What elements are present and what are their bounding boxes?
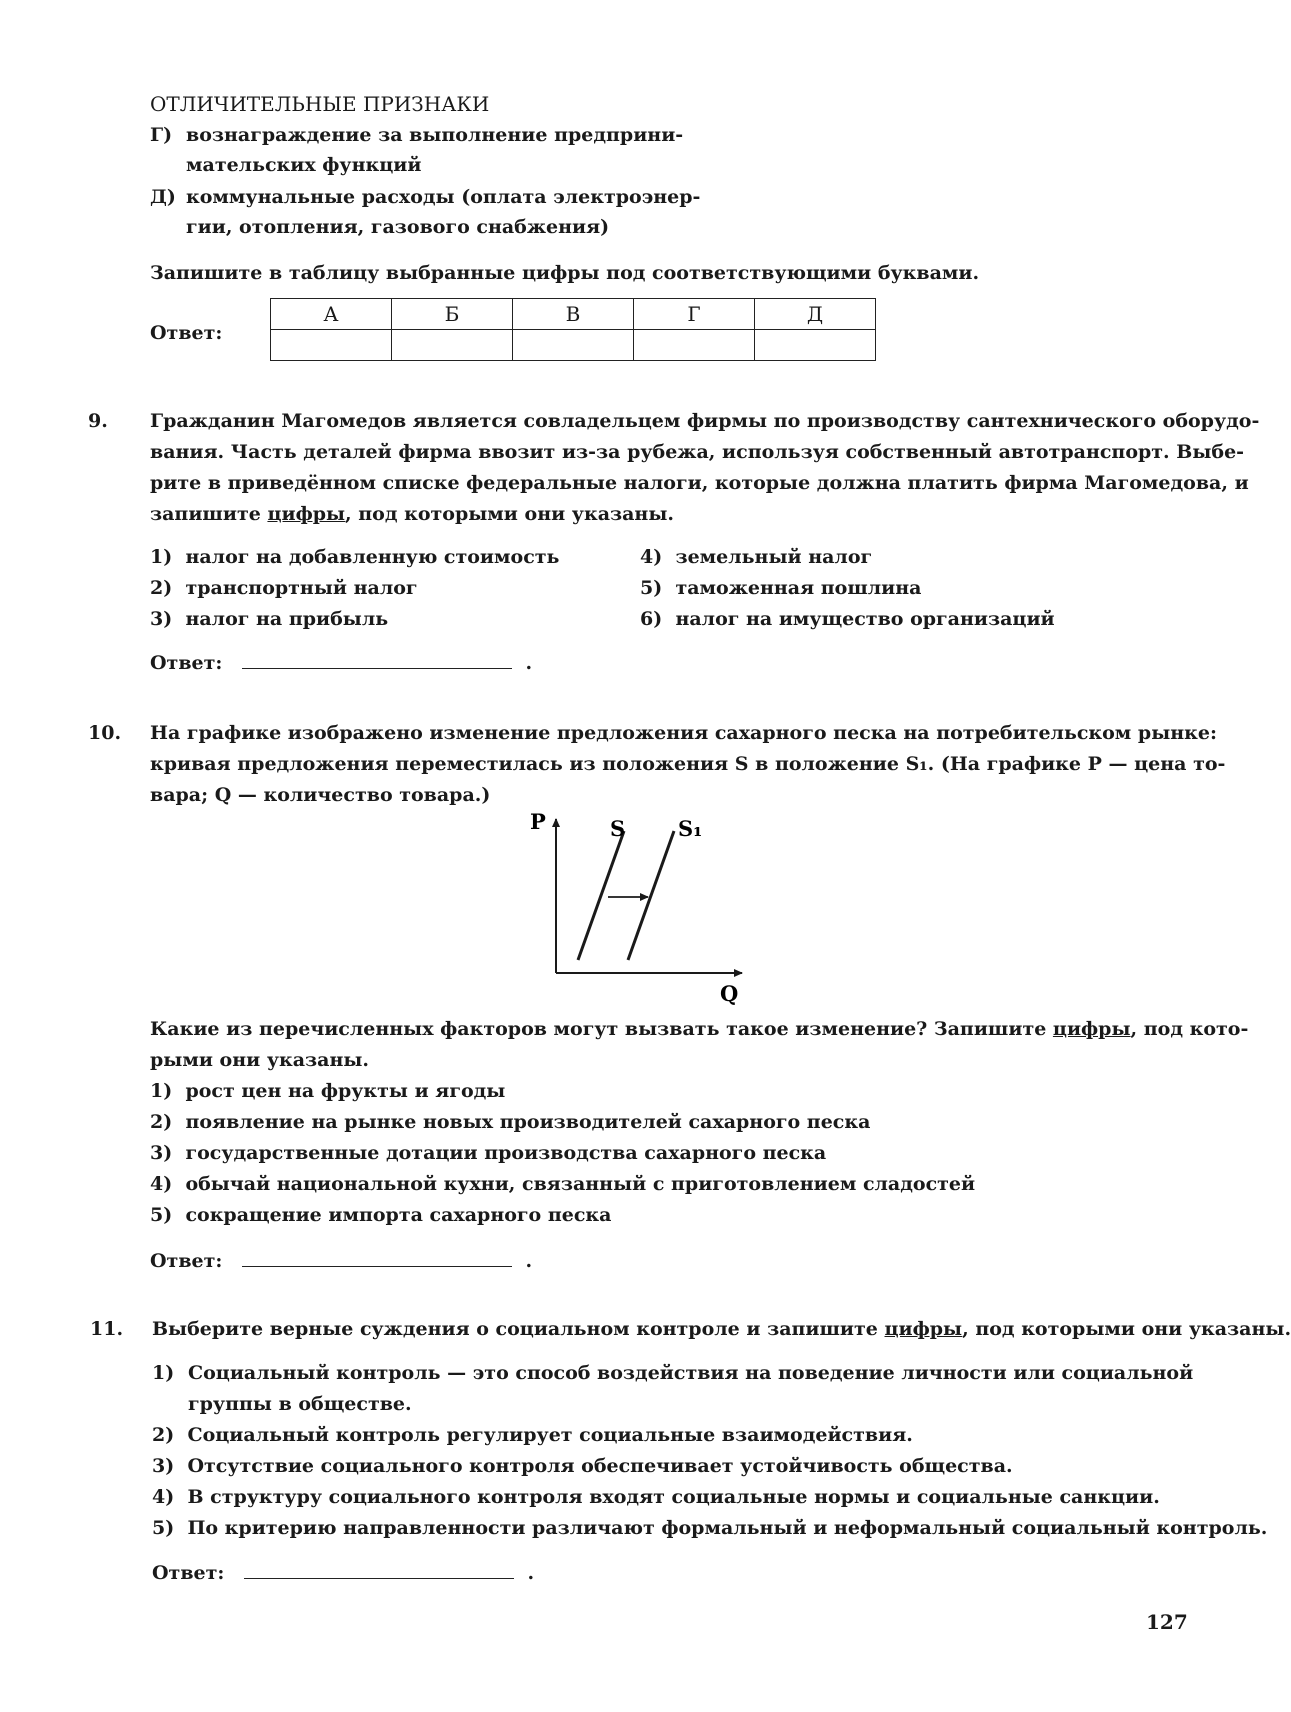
q9-option-2: 2) транспортный налог <box>150 577 418 599</box>
q10-option-1: 1) рост цен на фрукты и ягоды <box>150 1080 506 1102</box>
question-11-number: 11. <box>90 1318 124 1340</box>
feature-g-line2: мательских функций <box>186 154 422 176</box>
answer-table <box>270 298 876 361</box>
question-9-line2: вания. Часть деталей фирма ввозит из-за рубежа, используя собственный автотранспорт. Выбе- <box>150 441 1245 463</box>
y-axis-label: P <box>530 809 546 834</box>
section-title: ОТЛИЧИТЕЛЬНЫЕ ПРИЗНАКИ <box>150 92 490 116</box>
answer-line-11[interactable] <box>244 1562 514 1579</box>
answer-row-9: Ответ: . <box>150 652 533 674</box>
answer-cell-a[interactable] <box>271 330 392 361</box>
answer-cell-g[interactable] <box>634 330 755 361</box>
question-9-line4: запишите цифры, под которыми они указаны. <box>150 503 675 525</box>
question-11-prompt: Выберите верные суждения о социальном контроле и запишите цифры, под которыми они указаны. <box>152 1318 1291 1340</box>
question-9-line1: Гражданин Магомедов является совладельцем фирмы по производству сантехнического оборудо- <box>150 410 1260 432</box>
q10-option-4: 4) обычай национальной кухни, связанный с приготовлением сладостей <box>150 1173 976 1195</box>
x-axis-label: Q <box>720 981 739 1006</box>
question-10-line3: вара; Q — количество товара.) <box>150 784 491 806</box>
q9-option-3: 3) налог на прибыль <box>150 608 389 630</box>
question-10-line2: кривая предложения переместилась из положения S в положение S₁. (На графике P — цена то- <box>150 753 1226 775</box>
q10-option-5: 5) сокращение импорта сахарного песка <box>150 1204 612 1226</box>
answer-row-10: Ответ: . <box>150 1250 533 1272</box>
question-9-number: 9. <box>88 410 108 432</box>
q11-option-1: Социальный контроль — это способ воздействия на поведение личности или социальной <box>188 1362 1194 1384</box>
question-10-prompt-line2: рыми они указаны. <box>150 1049 370 1071</box>
question-10-line1: На графике изображено изменение предложения сахарного песка на потребительском рынке: <box>150 722 1217 744</box>
answer-table-header-v: В <box>513 299 634 330</box>
table-instruction: Запишите в таблицу выбранные цифры под соответствующими буквами. <box>150 262 980 284</box>
supply-shift-chart <box>520 805 760 1005</box>
answer-label-10: Ответ: <box>150 1250 223 1272</box>
feature-g-letter: Г) <box>150 124 173 146</box>
answer-line-9[interactable] <box>242 652 512 669</box>
feature-d-line1: коммунальные расходы (оплата электроэнер- <box>186 186 701 208</box>
question-9-keyword: цифры <box>267 503 346 525</box>
q10-option-3: 3) государственные дотации производства сахарного песка <box>150 1142 827 1164</box>
answer-cell-v[interactable] <box>513 330 634 361</box>
q11-option-3: 3) Отсутствие социального контроля обеспечивает устойчивость общества. <box>152 1455 1013 1477</box>
answer-line-10[interactable] <box>242 1250 512 1267</box>
feature-g-line1: вознаграждение за выполнение предприни- <box>186 124 684 146</box>
label-s1: S₁ <box>678 816 703 841</box>
answer-row-11: Ответ: . <box>152 1562 535 1584</box>
answer-table-header-a: А <box>271 299 392 330</box>
q11-option-2: 2) Социальный контроль регулирует социальные взаимодействия. <box>152 1424 913 1446</box>
answer-cell-d[interactable] <box>755 330 876 361</box>
q11-option-5: 5) По критерию направленности различают формальный и неформальный социальный контроль. <box>152 1517 1268 1539</box>
supply-curve-s <box>578 831 624 960</box>
q11-option-1-num: 1) <box>152 1362 175 1384</box>
q9-option-1: 1) налог на добавленную стоимость <box>150 546 560 568</box>
question-10-keyword: цифры <box>1052 1018 1131 1040</box>
feature-d-letter: Д) <box>150 186 176 208</box>
answer-table-header-g: Г <box>634 299 755 330</box>
question-11-keyword: цифры <box>884 1318 963 1340</box>
q9-option-6: 6) налог на имущество организаций <box>640 608 1055 630</box>
question-9-line3: рите в приведённом списке федеральные налоги, которые должна платить фирма Магомедова, и <box>150 472 1249 494</box>
q10-option-2: 2) появление на рынке новых производителей сахарного песка <box>150 1111 871 1133</box>
supply-curve-s1 <box>628 831 674 960</box>
page-number: 127 <box>1146 1610 1188 1634</box>
answer-label-8: Ответ: <box>150 322 223 344</box>
q9-option-5: 5) таможенная пошлина <box>640 577 922 599</box>
question-10-prompt: Какие из перечисленных факторов могут вызвать такое изменение? Запишите цифры, под кото- <box>150 1018 1249 1040</box>
answer-cell-b[interactable] <box>392 330 513 361</box>
feature-d-line2: гии, отопления, газового снабжения) <box>186 216 610 238</box>
answer-table-header-b: Б <box>392 299 513 330</box>
question-10-number: 10. <box>88 722 122 744</box>
q9-option-4: 4) земельный налог <box>640 546 873 568</box>
label-s: S <box>610 816 626 841</box>
q11-option-1-cont: группы в обществе. <box>188 1393 412 1415</box>
answer-table-header-d: Д <box>755 299 876 330</box>
answer-label-9: Ответ: <box>150 652 223 674</box>
answer-label-11: Ответ: <box>152 1562 225 1584</box>
q11-option-4: 4) В структуру социального контроля входят социальные нормы и социальные санкции. <box>152 1486 1160 1508</box>
